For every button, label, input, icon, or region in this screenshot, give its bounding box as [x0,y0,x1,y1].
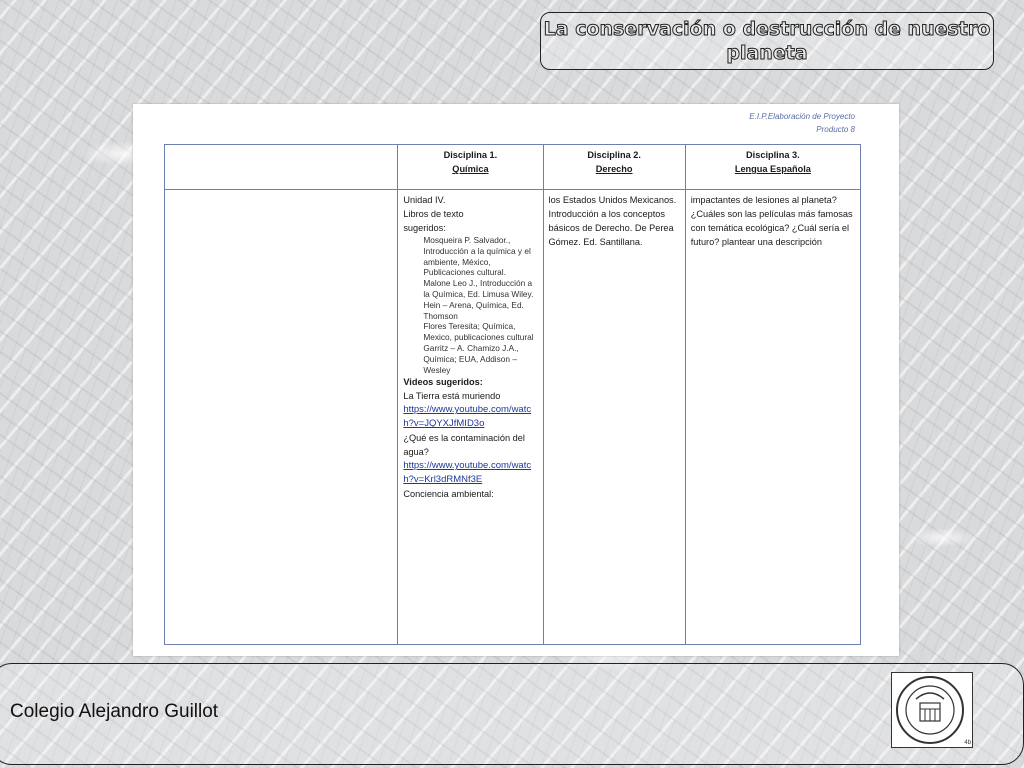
column-subtitle: Química [452,164,489,174]
video-2-title: ¿Qué es la contaminación del agua? [403,433,525,458]
empty-body-cell [165,190,398,645]
unit-label: Unidad IV. [403,195,446,205]
lengua-cell [685,190,860,645]
table-body-row [165,190,861,645]
column-header-quimica [398,145,543,190]
column-title: Disciplina 1. [443,150,498,160]
quimica-cell [398,190,543,645]
table-header-row [165,145,861,190]
video-1-title: La Tierra está muriendo [403,391,501,402]
column-title: Disciplina 2. [587,150,641,160]
videos-heading: Videos sugeridos: [403,377,483,388]
school-seal-icon [891,672,973,748]
school-name: Colegio Alejandro Guillot [10,701,219,722]
video-2-link[interactable]: https://www.youtube.com/watch?v=Krl3dRMNf3E [403,460,532,486]
video-1-link[interactable]: https://www.youtube.com/watch?v=JQYXJfMID3o [403,404,532,430]
document-header [749,110,855,136]
list-item: Mosqueira P. Salvador., Introducción a la química y el ambiente, México, Publicaciones cultural. [423,235,531,278]
slide-title-line-2: planeta [726,42,808,64]
lengua-text: impactantes de lesiones al planeta? ¿Cuáles son las películas más famosas con temática ecológica? ¿Cuál sería el futuro? plantear una descripción [690,195,853,247]
column-subtitle: Derecho [595,164,633,174]
list-item: Garritz – A. Chamizo J.A., Química; EUA, Addison – Wesley [423,342,519,375]
document-header-line-2: Producto 8 [816,125,855,134]
derecho-cell [543,190,685,645]
column-subtitle: Lengua Española [734,164,811,174]
list-item: Malone Leo J., Introducción a la Química, Ed. Limusa Wiley. [423,278,534,299]
column-title: Disciplina 3. [746,150,800,160]
slide-title-box [540,12,994,70]
seal-corner-mark: 4b [964,740,971,746]
column-header-derecho [543,145,685,190]
books-heading: Libros de texto [403,209,464,219]
video-3-title: Conciencia ambiental: [403,489,494,500]
document-header-line-1: E.I.P.Elaboración de Proyecto [749,112,855,121]
seal-graphic [892,673,972,747]
discipline-table [164,144,861,645]
empty-header-cell [165,145,398,190]
book-list [403,235,537,375]
column-header-lengua [685,145,860,190]
list-item: Flores Teresita; Química, Mexico, publicaciones cultural [423,321,534,343]
derecho-text: los Estados Unidos Mexicanos. Introducción a los conceptos básicos de Derecho. De Perea Gómez. Ed. Santillana. [548,195,677,247]
slide-title-line-1: La conservación o destrucción de nuestro [543,18,991,40]
document-page [133,104,899,656]
list-item: Hein – Arena, Química, Ed. Thomson [423,299,524,321]
books-heading-2: sugeridos: [403,223,446,233]
